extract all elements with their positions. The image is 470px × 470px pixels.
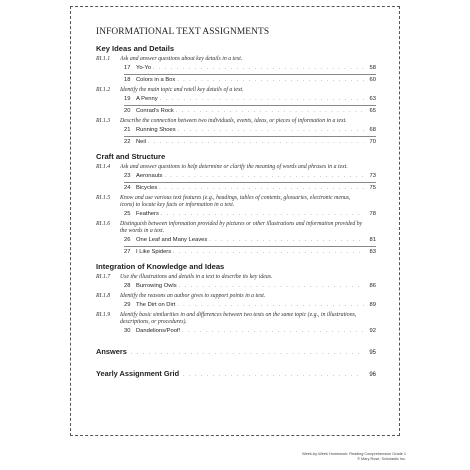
assignment-number: 18	[124, 77, 131, 83]
assignment-title: Bicycles	[136, 185, 158, 191]
standard-row	[96, 56, 376, 63]
assignment-number: 25	[124, 211, 131, 217]
assignment-number: 22	[124, 139, 131, 145]
standard-group	[96, 56, 376, 85]
assignment-entry[interactable]	[124, 137, 376, 147]
assignment-page: 58	[369, 65, 376, 71]
standard-row	[96, 195, 376, 209]
assignment-number: 28	[124, 283, 131, 289]
standard-code: RI.1.2	[96, 87, 111, 93]
standard-code: RI.1.9	[96, 312, 111, 318]
assignment-number: 21	[124, 127, 131, 133]
leader-dots	[177, 75, 364, 85]
leader-dots	[148, 137, 364, 147]
assignment-number: 23	[124, 173, 131, 179]
assignment-number: 19	[124, 96, 131, 102]
assignment-title: Running Shoes	[136, 127, 176, 133]
assignment-title: A Penny	[136, 96, 158, 102]
assignment-page: 65	[369, 108, 376, 114]
toc-sections	[96, 44, 376, 336]
standard-description: Identify basic similarities in and differences between two texts on the same topic (e.g., in illustrations, descriptions, or procedures).	[120, 312, 357, 325]
grid-row[interactable]	[96, 368, 376, 380]
standard-description: Distinguish between information provided by pictures or other illustrations and information provided by the words in a text.	[120, 221, 363, 234]
assignment-entry[interactable]	[124, 75, 376, 85]
standard-code: RI.1.7	[96, 274, 111, 280]
standard-row	[96, 274, 376, 281]
assignment-title: Aeronauts	[136, 173, 163, 179]
assignment-page: 81	[369, 237, 376, 243]
standard-group	[96, 274, 376, 291]
leader-dots	[209, 235, 364, 245]
assignment-title: I Like Spiders	[136, 249, 172, 255]
standard-group	[96, 312, 376, 336]
assignment-number: 27	[124, 249, 131, 255]
standard-row	[96, 312, 376, 326]
leader-dots	[182, 326, 364, 336]
answers-label: Answers	[96, 347, 127, 356]
assignment-entry[interactable]	[124, 247, 376, 257]
standard-code: RI.1.4	[96, 164, 111, 170]
assignment-number: 17	[124, 65, 131, 71]
leader-dots	[179, 281, 364, 291]
footer-copyright: © Mary Rose, Scholastic Inc.	[357, 457, 406, 461]
assignment-page: 86	[369, 283, 376, 289]
assignment-entry[interactable]	[124, 183, 376, 193]
standard-group	[96, 293, 376, 310]
leader-dots	[178, 125, 364, 135]
assignment-entry[interactable]	[124, 209, 376, 219]
grid-label: Yearly Assignment Grid	[96, 369, 180, 378]
grid-page: 96	[369, 372, 376, 378]
standard-description: Identify the main topic and retell key details of a text.	[120, 87, 244, 93]
assignment-title: Yo-Yo	[136, 65, 152, 71]
standard-group	[96, 164, 376, 193]
page-title: INFORMATIONAL TEXT ASSIGNMENTS	[96, 27, 270, 37]
assignment-page: 63	[369, 96, 376, 102]
assignment-title: One Leaf and Many Leaves	[136, 237, 208, 243]
assignment-title: Neil	[136, 139, 146, 145]
standard-description: Describe the connection between two individuals, events, ideas, or pieces of information in a text.	[120, 118, 347, 124]
standard-group	[96, 221, 376, 257]
leader-dots	[177, 300, 364, 310]
assignment-entry[interactable]	[124, 326, 376, 336]
assignment-page: 92	[369, 328, 376, 334]
standard-description: Know and use various text features (e.g., headings, tables of contents, glossaries, electronic menus, icons) to locate key facts or information in a text.	[120, 195, 351, 208]
leader-dots	[161, 209, 364, 219]
assignment-page: 60	[369, 77, 376, 83]
assignment-page: 89	[369, 302, 376, 308]
standard-row	[96, 87, 376, 94]
standard-row	[96, 221, 376, 235]
standard-code: RI.1.8	[96, 293, 111, 299]
assignment-title: Burrowing Owls	[136, 283, 177, 289]
toc-content	[96, 26, 376, 380]
assignment-entry[interactable]	[124, 171, 376, 181]
standard-code: RI.1.5	[96, 195, 111, 201]
assignment-number: 24	[124, 185, 131, 191]
assignment-number: 29	[124, 302, 131, 308]
assignment-page: 68	[369, 127, 376, 133]
footer-book-title: Week-by-Week Homework: Reading Comprehension Grade 1	[302, 452, 406, 456]
leader-dots	[176, 106, 364, 116]
assignment-number: 30	[124, 328, 131, 334]
standard-group	[96, 118, 376, 147]
leader-dots	[173, 247, 364, 257]
section-heading: Integration of Knowledge and Ideas	[96, 262, 225, 271]
standard-group	[96, 195, 376, 219]
leader-dots	[131, 347, 362, 359]
standard-code: RI.1.3	[96, 118, 111, 124]
assignment-title: Feathers	[136, 211, 159, 217]
assignment-page: 70	[369, 139, 376, 145]
leader-dots	[153, 63, 364, 73]
assignment-entry[interactable]	[124, 281, 376, 291]
assignment-page: 78	[369, 211, 376, 217]
answers-row[interactable]	[96, 346, 376, 358]
assignment-entry[interactable]	[124, 125, 376, 135]
standard-group	[96, 87, 376, 116]
leader-dots	[159, 183, 364, 193]
assignment-title: Dandelions/Poof!	[136, 328, 181, 334]
assignment-page: 73	[369, 173, 376, 179]
leader-dots	[183, 369, 362, 381]
assignment-title: Conrad's Rock	[136, 108, 174, 114]
leader-dots	[164, 171, 364, 181]
assignment-entry[interactable]	[124, 94, 376, 104]
standard-row	[96, 293, 376, 300]
assignment-entry[interactable]	[124, 300, 376, 310]
section-heading: Craft and Structure	[96, 152, 166, 161]
assignment-page: 75	[369, 185, 376, 191]
assignment-number: 26	[124, 237, 131, 243]
assignment-page: 83	[369, 249, 376, 255]
standard-description: Ask and answer questions to help determine or clarify the meaning of words and phrases in a text.	[120, 164, 348, 170]
standard-code: RI.1.6	[96, 221, 111, 227]
page-footer	[302, 452, 406, 462]
section-heading: Key Ideas and Details	[96, 44, 175, 53]
answers-page: 95	[369, 350, 376, 356]
leader-dots	[160, 94, 364, 104]
standard-description: Ask and answer questions about key details in a text.	[120, 56, 243, 62]
standard-description: Identify the reasons an author gives to support points in a text.	[120, 293, 266, 299]
standard-row	[96, 164, 376, 171]
assignment-entry[interactable]	[124, 63, 376, 73]
assignment-number: 20	[124, 108, 131, 114]
assignment-entry[interactable]	[124, 106, 376, 116]
standard-row	[96, 118, 376, 125]
assignment-title: Colors in a Box	[136, 77, 176, 83]
standard-description: Use the illustrations and details in a text to describe its key ideas.	[120, 274, 273, 280]
assignment-entry[interactable]	[124, 235, 376, 245]
standard-code: RI.1.1	[96, 56, 111, 62]
assignment-title: The Dirt on Dirt	[136, 302, 176, 308]
